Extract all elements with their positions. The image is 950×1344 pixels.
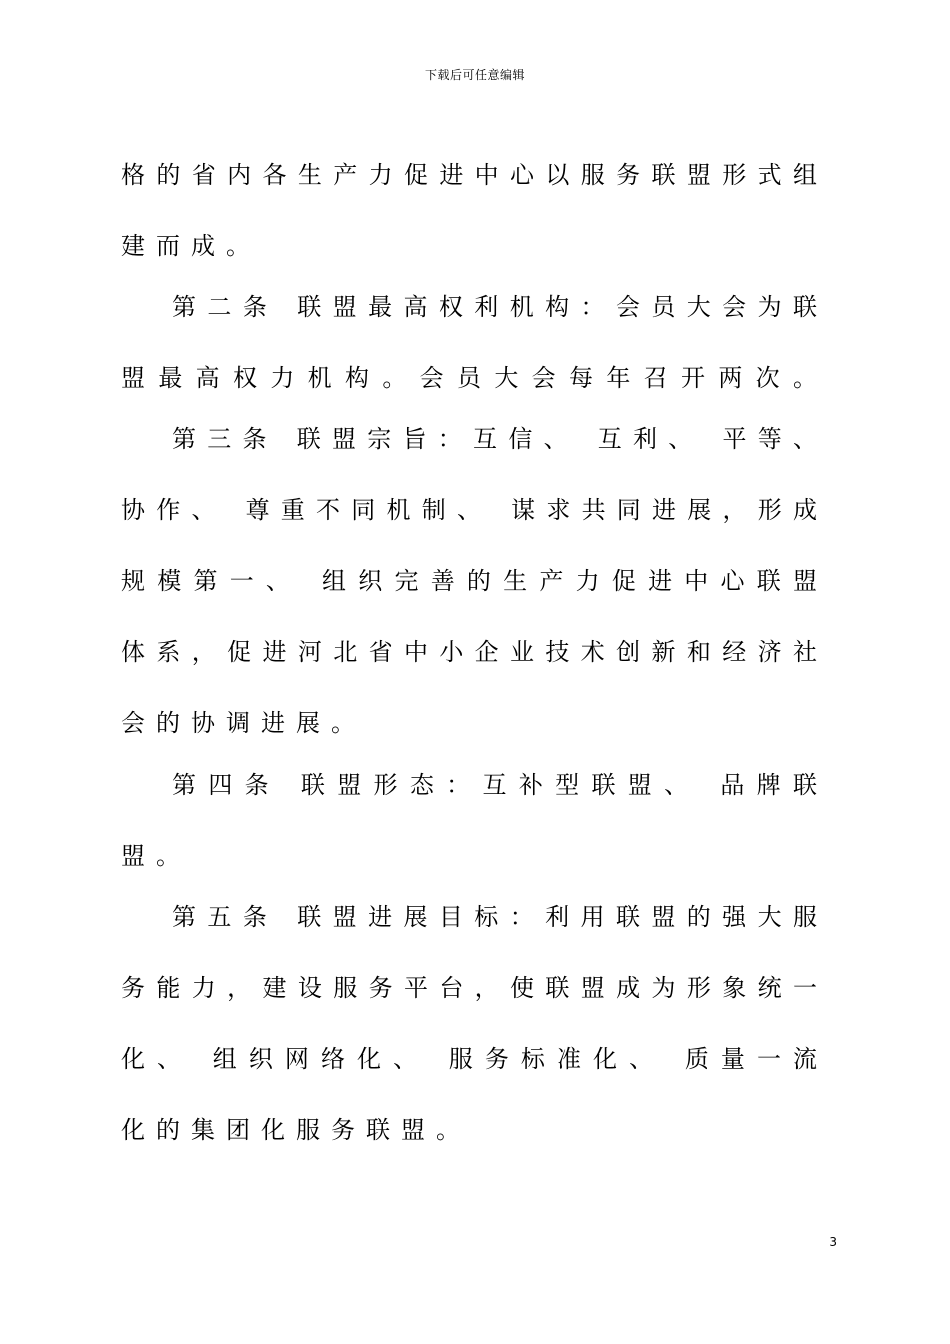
text-line-9: 会的协调进展。	[121, 709, 366, 737]
text-line-7: 规模第一、 组织完善的生产力促进中心联盟	[121, 567, 817, 595]
text-line-3: 第二条 联盟最高权利机构：会员大会为联	[172, 293, 817, 321]
text-line-10: 第四条 联盟形态：互补型联盟、 品牌联	[172, 771, 817, 799]
text-line-13: 务能力，建设服务平台，使联盟成为形象统一	[121, 974, 817, 1002]
text-line-14: 化、 组织网络化、 服务标准化、 质量一流	[121, 1045, 817, 1073]
text-line-2: 建而成。	[121, 232, 261, 260]
text-line-5: 第三条 联盟宗旨：互信、 互利、 平等、	[172, 425, 817, 453]
text-line-6: 协作、 尊重不同机制、 谋求共同进展，形成	[121, 496, 817, 524]
text-line-15: 化的集团化服务联盟。	[121, 1116, 471, 1144]
text-line-11: 盟。	[121, 842, 191, 870]
text-line-4: 盟最高权力机构。会员大会每年召开两次。	[121, 364, 817, 392]
page-header: 下载后可任意编辑	[424, 68, 525, 82]
text-line-8: 体系，促进河北省中小企业技术创新和经济社	[121, 638, 817, 666]
page-number: 3	[829, 1235, 837, 1249]
text-line-1: 格的省内各生产力促进中心以服务联盟形式组	[121, 161, 817, 189]
text-line-12: 第五条 联盟进展目标：利用联盟的强大服	[172, 903, 817, 931]
